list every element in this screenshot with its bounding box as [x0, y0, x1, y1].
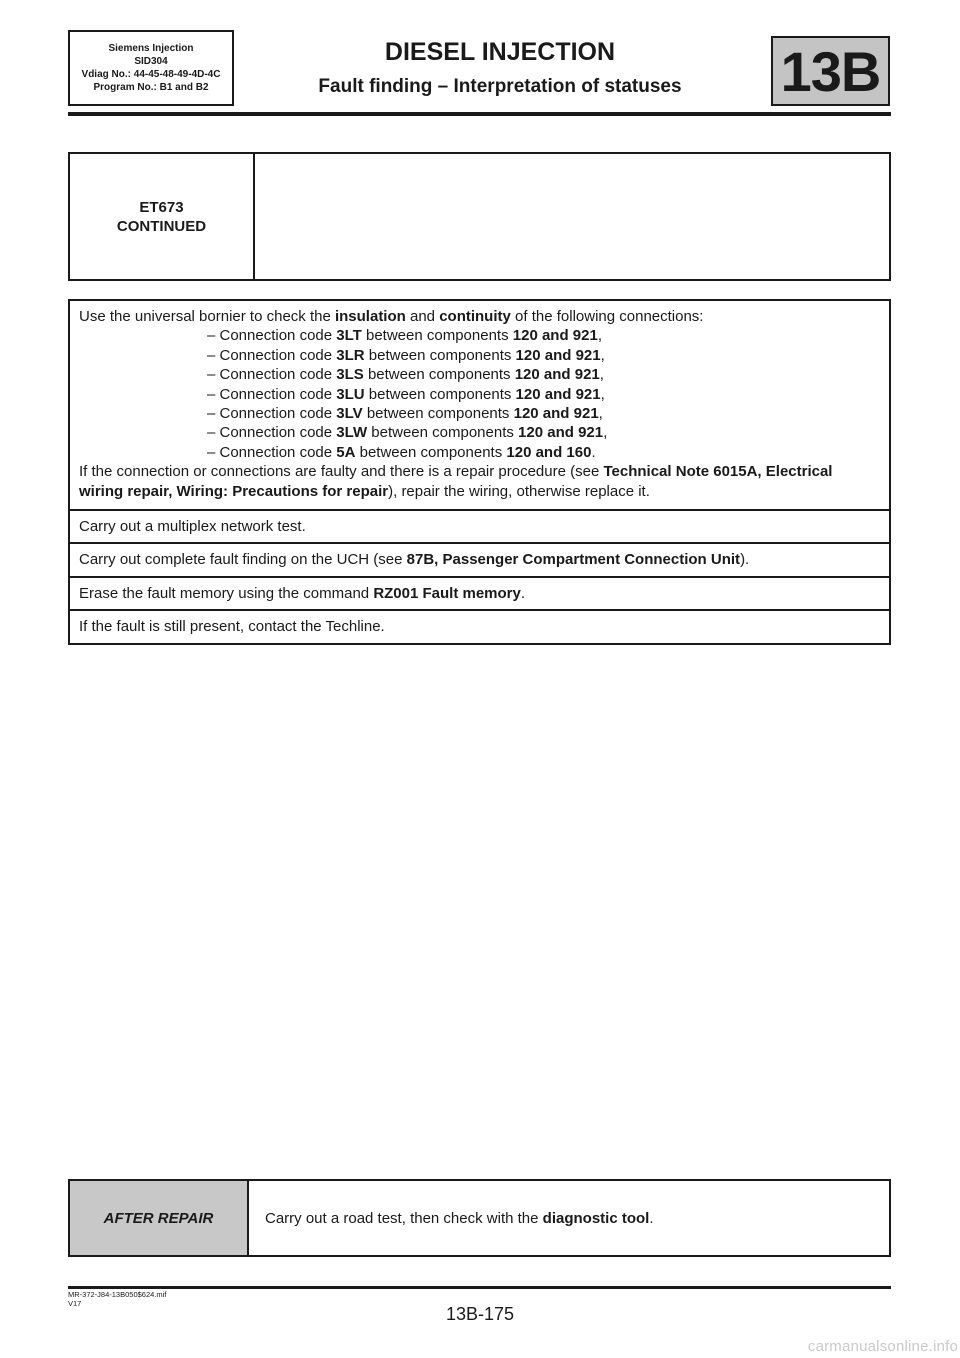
step-intro: Use the universal bornier to check the insulation and continuity of the following connections:: [79, 308, 704, 325]
connection-list: [79, 326, 880, 462]
list-item: – Connection code 3LT between components 120 and 921,: [207, 327, 602, 345]
id-line-program: Program No.: B1 and B2: [93, 82, 209, 93]
page-subtitle: Fault finding – Interpretation of statuses: [318, 76, 682, 97]
page-title: DIESEL INJECTION: [384, 38, 616, 66]
status-box: [68, 152, 891, 281]
footer-file: MR-372-J84-13B050$624.mif: [68, 1290, 167, 1299]
repair-instruction: If the connection or connections are faulty and there is a repair procedure (see Technical Note 6015A, Electrical wiring repair, Wiring: Precautions for repair), repair the wiring, otherwise replace it.: [79, 463, 833, 500]
list-item: – Connection code 3LW between components 120 and 921,: [207, 424, 608, 442]
list-item: – Connection code 3LR between components 120 and 921,: [207, 346, 605, 364]
list-item: – Connection code 3LS between components 120 and 921,: [207, 366, 604, 384]
status-code: ET673: [139, 198, 184, 216]
watermark[interactable]: carmanualsonline.info: [807, 1338, 958, 1355]
procedure-step-connection-check: [70, 301, 889, 509]
status-continued: CONTINUED: [116, 217, 207, 235]
footer-reference: [68, 1290, 166, 1308]
id-line-vdiag: Vdiag No.: 44-45-48-49-4D-4C: [81, 69, 221, 80]
after-repair-box: [68, 1179, 891, 1257]
list-item: – Connection code 5A between components 120 and 160.: [207, 443, 596, 461]
status-label-cell: [70, 154, 255, 279]
page-number: 13B-175: [445, 1304, 515, 1324]
procedure-step-contact-techline: If the fault is still present, contact the Techline.: [70, 609, 889, 642]
section-code-badge: 13B: [771, 36, 890, 106]
footer-divider: [68, 1286, 891, 1289]
header-divider: [68, 112, 891, 116]
procedure-step-erase-memory: Erase the fault memory using the command RZ001 Fault memory.: [70, 576, 889, 609]
after-repair-text: Carry out a road test, then check with the diagnostic tool .: [265, 1209, 654, 1227]
procedure-step-multiplex-test: Carry out a multiplex network test.: [70, 509, 889, 542]
list-item: – Connection code 3LU between components 120 and 921,: [207, 385, 605, 403]
id-line-sid: SID304: [134, 56, 168, 67]
footer-version: V17: [68, 1299, 82, 1308]
after-repair-label: AFTER REPAIR: [70, 1181, 249, 1255]
id-line-injection: Siemens Injection: [108, 43, 194, 54]
document-id-box: [68, 30, 234, 106]
procedure-table: [68, 299, 891, 645]
procedure-step-uch-fault-finding: Carry out complete fault finding on the UCH (see 87B, Passenger Compartment Connection Unit).: [70, 542, 889, 575]
list-item: – Connection code 3LV between components 120 and 921,: [207, 405, 603, 423]
